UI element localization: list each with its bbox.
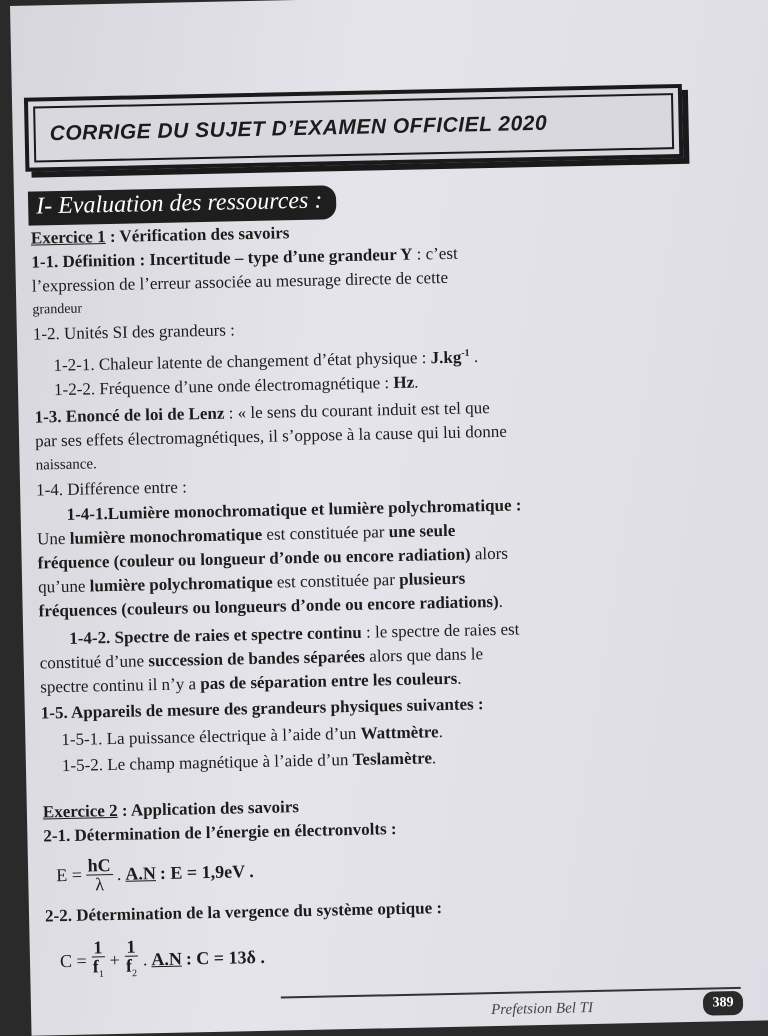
q1-1-line1: 1-1. Définition : Incertitude – type d’une grandeur Y : c’est [31, 243, 458, 272]
footer-rule [281, 987, 741, 999]
q1-4-heading: 1-4. Différence entre : [35, 477, 188, 500]
q1-4-1-line3: qu’une lumière polychromatique est constituée par plusieurs [37, 568, 466, 597]
exercise-2-heading: Exercice 2 : Application des savoirs [42, 797, 300, 822]
q1-1-line3: grandeur [32, 301, 83, 318]
title-banner [24, 84, 683, 172]
q1-3-line3: naissance. [35, 456, 98, 474]
energy-formula: E = $\frac{hC}{\lambda}$ . A.N : E = 1,9eV . [56, 855, 254, 895]
q1-3-line2: par ses effets électromagnétiques, il s’oppose à la cause qui lui donne [34, 421, 507, 451]
q1-4-1-line1: Une lumière monochromatique est constituée par une seule [36, 520, 456, 549]
q1-5-2: 1-5-2. Le champ magnétique à l’aide d’un Teslamètre. [61, 748, 437, 776]
book-page [10, 0, 768, 1036]
exercise-1-heading: Exercice 1 : Vérification des savoirs [30, 223, 290, 248]
page-title: CORRIGE DU SUJET D’EXAMEN OFFICIEL 2020 [49, 111, 548, 146]
q2-2-heading: 2-2. Détermination de la vergence du système optique : [44, 898, 443, 926]
page-number: 389 [703, 991, 743, 1016]
q1-4-2-line2: constitué d’une succession de bandes séparées alors que dans le [39, 644, 484, 673]
q1-4-1-heading: 1-4-1.Lumière monochromatique et lumière polychromatique : [66, 495, 522, 524]
q1-5-heading: 1-5. Appareils de mesure des grandeurs physiques suivantes : [40, 694, 484, 723]
q1-5-1: 1-5-1. La puissance électrique à l’aide d’un Wattmètre. [61, 722, 444, 750]
q1-4-1-line4: fréquences (couleurs ou longueurs d’onde ou encore radiations). [38, 591, 504, 621]
q1-1-line2: l’expression de l’erreur associée au mesurage directe de cette [31, 267, 449, 296]
section-heading: I- Evaluation des ressources : [28, 185, 337, 225]
footer-script: Prefetsion Bel TI [490, 1000, 594, 1019]
q1-3-line1: 1-3. Enoncé de loi de Lenz : « le sens du courant induit est tel que [34, 398, 490, 427]
q1-2-2: 1-2-2. Fréquence d’une onde électromagnétique : Hz. [53, 372, 419, 400]
q1-4-2-line1: 1-4-2. Spectre de raies et spectre continu : le spectre de raies est [69, 619, 520, 648]
q1-4-1-line2: fréquence (couleur ou longueur d’onde ou encore radiation) alors [37, 543, 509, 573]
q1-2-1: 1-2-1. Chaleur latente de changement d’état physique : $J.kg^{-1}$ . [53, 346, 479, 375]
vergence-formula: C = $\frac{1}{f_1}$ + $\frac{1}{f_2}$ . A.N : C = 13δ . [59, 936, 266, 980]
q1-4-2-line3: spectre continu il n’y a pas de séparation entre les couleurs. [40, 668, 462, 697]
q1-2-heading: 1-2. Unités SI des grandeurs : [32, 320, 236, 344]
q2-1-heading: 2-1. Détermination de l’énergie en électronvolts : [43, 819, 397, 846]
